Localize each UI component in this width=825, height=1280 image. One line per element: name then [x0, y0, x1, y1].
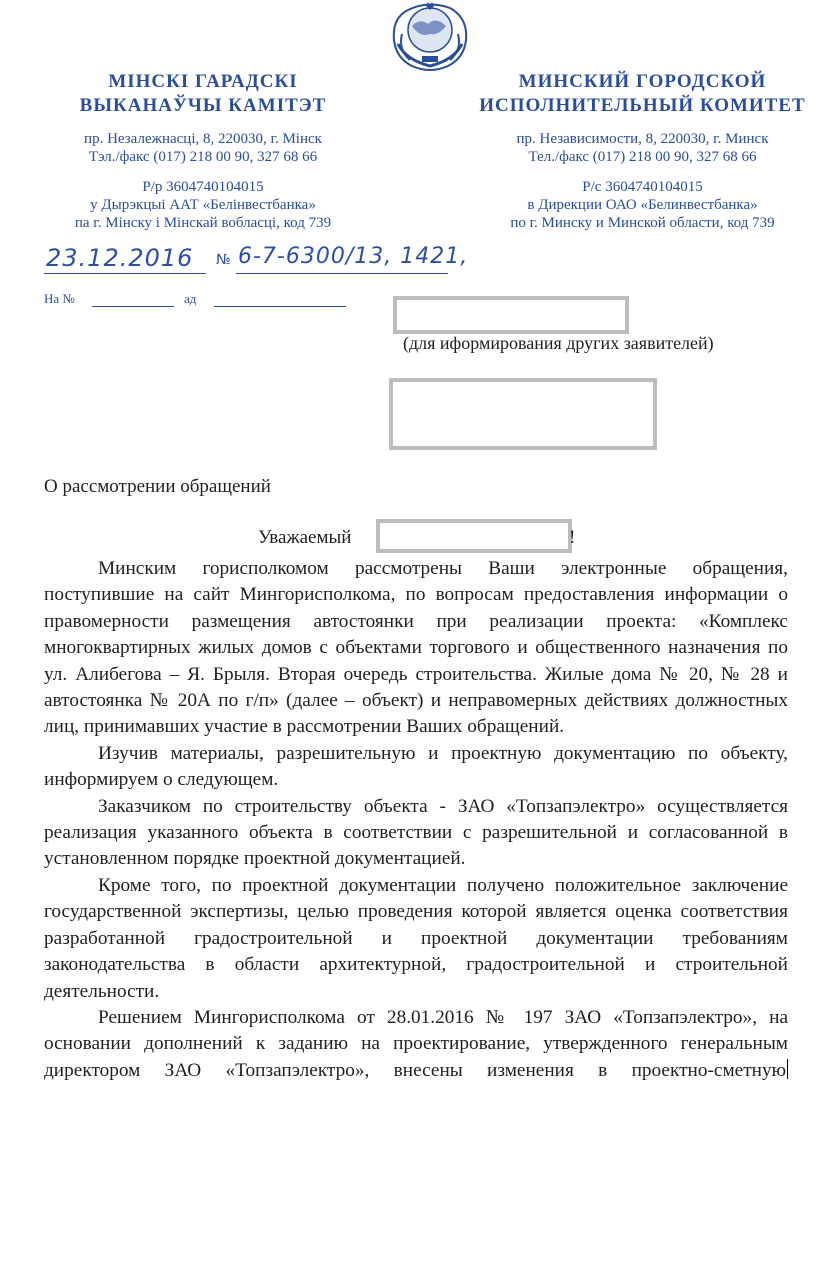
org-bank-region: па г. Мінску і Мінскай вобласці, код 739 [74, 215, 332, 231]
body-paragraph [44, 1005, 788, 1084]
org-name-line2: ВЫКАНАЎЧЫ КАМІТЭТ [79, 95, 327, 116]
salutation: Уважаемый [258, 527, 352, 548]
number-mark: № [216, 252, 232, 268]
body-paragraph: Изучив материалы, разрешительную и проектную документацию по объекту, информируем о следующем. [44, 742, 788, 791]
org-name-line2: ИСПОЛНИТЕЛЬНЫЙ КОМИТЕТ [479, 95, 806, 116]
date-underline [44, 273, 206, 274]
handwritten-number: 6-7-6300/13, 1421, [238, 244, 469, 269]
letterhead-russian [470, 70, 815, 232]
org-name-line1: МИНСКИЙ ГОРОДСКОЙ [518, 71, 767, 92]
org-bank-region: по г. Минску и Минской области, код 739 [510, 215, 775, 231]
handwritten-date: 23.12.2016 [46, 244, 194, 272]
salutation-exclamation: ! [569, 527, 576, 548]
body-paragraph-text: Решением Мингорисполкома от 28.01.2016 № 197 ЗАО «Топзапэлектро», на основании дополнений к заданию на проектирование, утвержденного генеральным директором ЗАО «Топзапэлектро», внесены изменения в проектно-сметную [44, 1006, 788, 1081]
letter-body [44, 556, 788, 1084]
org-address: пр. Незалежнасці, 8, 220030, г. Мінск [84, 131, 322, 147]
org-name-line1: МІНСКІ ГАРАДСКІ [108, 71, 298, 92]
text-cursor [787, 1059, 788, 1079]
addressee-note: (для иформирования других заявителей) [403, 333, 714, 353]
reference-date-line [214, 306, 346, 307]
org-bank: у Дырэкцыі ААТ «Белінвестбанка» [90, 197, 316, 213]
reference-label: На № [44, 291, 75, 306]
reference-from-label: ад [184, 291, 197, 306]
org-phone: Тел./факс (017) 218 00 90, 327 68 66 [528, 149, 757, 165]
org-phone: Тэл./факс (017) 218 00 90, 327 68 66 [88, 149, 318, 165]
state-emblem-icon [388, 0, 472, 74]
org-address: пр. Независимости, 8, 220030, г. Минск [516, 131, 769, 147]
redacted-addressee-name [393, 296, 629, 334]
reference-number-line [92, 306, 174, 307]
number-underline [236, 273, 448, 274]
body-paragraph: Кроме того, по проектной документации получено положительное заключение государственной экспертизы, целью проведения которой является оценка соответствия разработанной градостроительной и проектной документации требованиям законодательства в области архитектурной, градостроительной и строительной деятельности. [44, 874, 788, 1002]
redacted-salutation-name [376, 519, 572, 553]
body-paragraph: Заказчиком по строительству объекта - ЗАО «Топзапэлектро» осуществляется реализация указанного объекта в соответствии с разрешительной и согласованной в установленном порядке проектной документацией. [44, 795, 788, 870]
org-bank: в Дирекции ОАО «Белинвестбанка» [527, 197, 758, 213]
org-account: Р/р 3604740104015 [142, 179, 264, 195]
letter-subject: О рассмотрении обращений [44, 476, 271, 497]
body-paragraph: Минским горисполкомом рассмотрены Ваши электронные обращения, поступившие на сайт Мингорисполкома, по вопросам предоставления информации о правомерности размещения автостоянки при реализации проекта: «Комплекс многоквартирных жилых домов с объектами торгового и общественного назначения по ул. Алибегова – Я. Брыля. Вторая очередь строительства. Жилые дома № 20, № 28 и автостоянка № 20А по г/п» (далее – объект) и неправомерных действиях должностных лиц, принимавших участие в рассмотрении Ваших обращений. [44, 558, 788, 738]
redacted-addressee-address [389, 378, 657, 450]
org-account: Р/с 3604740104015 [582, 179, 703, 195]
letterhead-belarusian [38, 70, 368, 232]
